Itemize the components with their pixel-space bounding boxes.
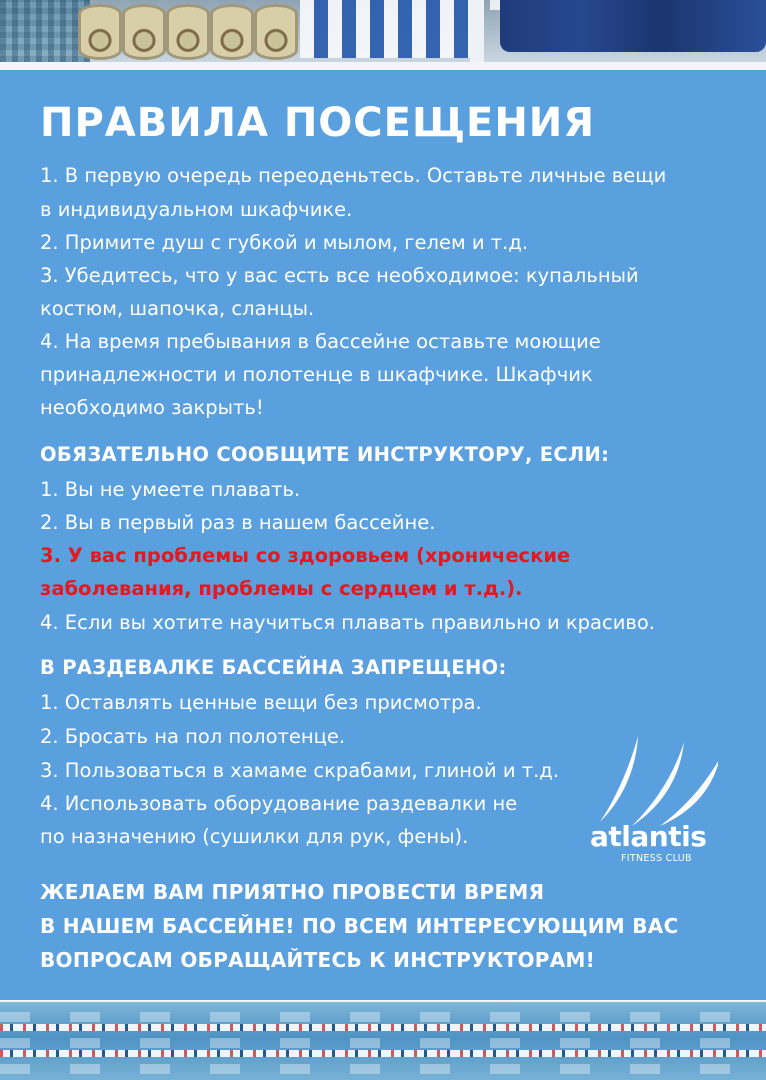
health-warning-line: 3. У вас проблемы со здоровьем (хронические xyxy=(40,544,571,567)
inform-item: 4. Если вы хотите научиться плавать правильно и красиво. xyxy=(40,611,655,634)
closing-line: В НАШЕМ БАССЕЙНЕ! ПО ВСЕМ ИНТЕРЕСУЮЩИМ ВАС xyxy=(40,914,679,938)
health-warning-line: заболевания, проблемы с сердцем и т.д.). xyxy=(40,577,523,600)
rule-line: 3. Убедитесь, что у вас есть все необходимое: купальный xyxy=(40,264,639,287)
forbidden-item: 2. Бросать на пол полотенце. xyxy=(40,725,346,748)
rule-line: необходимо закрыть! xyxy=(40,396,264,419)
closing-line: ВОПРОСАМ ОБРАЩАЙТЕСЬ К ИНСТРУКТОРАМ! xyxy=(40,948,596,972)
rule-line: принадлежности и полотенце в шкафчике. Шкафчик xyxy=(40,363,593,386)
inform-heading: ОБЯЗАТЕЛЬНО СООБЩИТЕ ИНСТРУКТОРУ, ЕСЛИ: xyxy=(40,443,610,466)
forbidden-item: 1. Оставлять ценные вещи без присмотра. xyxy=(40,691,482,714)
rule-line: 2. Примите душ с губкой и мылом, гелем и т.д. xyxy=(40,231,529,254)
forbidden-item: 3. Пользоваться в хамаме скрабами, глиной и т.д. xyxy=(40,759,559,782)
rule-line: костюм, шапочка, сланцы. xyxy=(40,297,315,320)
water-ripple xyxy=(0,1038,766,1048)
inform-item: 2. Вы в первый раз в нашем бассейне. xyxy=(40,511,436,534)
logo-wordmark: atlantis xyxy=(590,820,707,853)
forbidden-heading: В РАЗДЕВАЛКЕ БАССЕЙНА ЗАПРЕЩЕНО: xyxy=(40,656,507,679)
forbidden-item: 4. Использовать оборудование раздевалки не xyxy=(40,792,518,815)
closing-line: ЖЕЛАЕМ ВАМ ПРИЯТНО ПРОВЕСТИ ВРЕМЯ xyxy=(40,880,545,904)
pool-photo-strip xyxy=(0,1002,766,1080)
water-ripple xyxy=(0,1064,766,1074)
rule-line: в индивидуальном шкафчике. xyxy=(40,198,353,221)
water-ripple xyxy=(0,1012,766,1022)
page-title: ПРАВИЛА ПОСЕЩЕНИЯ xyxy=(40,100,596,146)
lane-rope-image xyxy=(0,1050,766,1057)
lane-rope-image xyxy=(0,1024,766,1031)
rule-line: 1. В первую очередь переоденьтесь. Оставьте личные вещи xyxy=(40,164,667,187)
inform-item: 1. Вы не умеете плавать. xyxy=(40,478,301,501)
logo-tagline: FITNESS CLUB xyxy=(621,853,692,864)
rule-line: 4. На время пребывания в бассейне оставьте моющие xyxy=(40,330,601,353)
forbidden-item: по назначению (сушилки для рук, фены). xyxy=(40,825,469,848)
